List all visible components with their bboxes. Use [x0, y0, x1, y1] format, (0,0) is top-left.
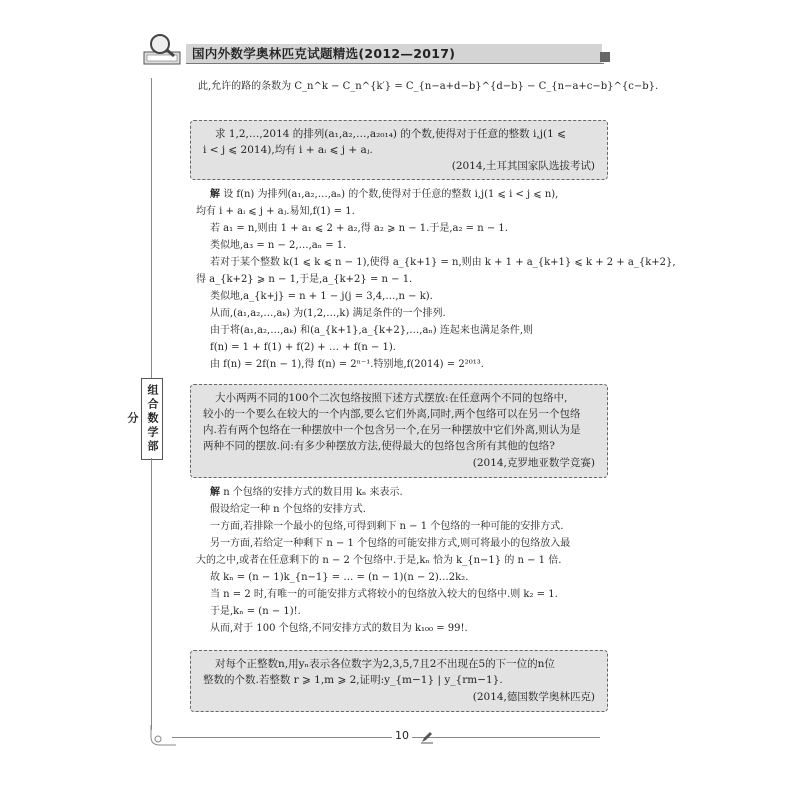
solution-line: 若对于某个整数 k(1 ⩽ k ⩽ n − 1),使得 a_{k+1} = n,则由 k + 1 + a_{k+1} ⩽ k + 2 + a_{k+2}, [210, 257, 676, 268]
pen-icon [420, 730, 434, 744]
solution-line: f(n) = 1 + f(1) + f(2) + … + f(n − 1). [210, 342, 396, 353]
corner-ornament [148, 725, 178, 749]
footer-rule [172, 737, 600, 738]
solution-line: 得 a_{k+2} ⩾ n − 1,于是,a_{k+2} = n − 1. [196, 274, 413, 285]
problem-box-2 [190, 384, 608, 478]
solution-line: 于是,kₙ = (n − 1)!. [210, 606, 301, 617]
solution-line: 假设给定一种 n 个包络的安排方式. [210, 504, 366, 515]
left-rail-lower [151, 458, 152, 730]
solution-line: 故 kₙ = (n − 1)k_{n−1} = … = (n − 1)(n − 2)…2k₂. [210, 572, 469, 583]
solution-line: 若 a₁ = n,则由 1 + a₁ ⩽ 2 + a₂,得 a₂ ⩾ n − 1.于是,a₂ = n − 1. [210, 223, 508, 234]
solution-line: 另一方面,若给定一种剩下 n − 1 个包络的可能安排方式,则可将最小的包络放入最 [210, 538, 571, 549]
header-rule [186, 63, 604, 64]
problem-line: i < j ⩽ 2014),均有 i + aᵢ ⩽ j + aⱼ. [203, 144, 373, 156]
problem-box-3 [190, 650, 608, 712]
problem-line: 大小两两不同的100个二次包络按照下述方式摆放:在任意两个不同的包络中, [215, 392, 568, 404]
problem-box-1 [190, 120, 608, 180]
solution-line: 由于将(a₁,a₂,…,aₖ) 和(a_{k+1},a_{k+2},…,aₙ) 连起来也满足条件,则 [210, 325, 534, 336]
solution-line: 从而,对于 100 个包络,不同安排方式的数目为 k₁₀₀ = 99!. [210, 623, 468, 634]
problem-source: (2014,土耳其国家队选拔考试) [451, 160, 595, 172]
solution-label: 解 [210, 189, 220, 200]
solution-line: 类似地,a₃ = n − 2,…,aₙ = 1. [210, 240, 347, 251]
problem-source: (2014,德国数学奥林匹克) [472, 691, 595, 703]
solution-line: 解 n 个包络的安排方式的数目用 kₙ 来表示. [210, 487, 403, 498]
solution-line: 一方面,若排除一个最小的包络,可得到剩下 n − 1 个包络的一种可能的安排方式. [210, 521, 564, 532]
solution-line: 大的之中,或者在任意剩下的 n − 2 个包络中.于是,kₙ 恰为 k_{n−1} 的 n − 1 倍. [196, 555, 562, 566]
solution-line: 由 f(n) = 2f(n − 1),得 f(n) = 2ⁿ⁻¹.特别地,f(2014) = 2²⁰¹³. [210, 359, 484, 370]
continuation-text: 此,允许的路的条数为 C_n^k − C_n^{k′} = C_{n−a+d−b}^{d−b} − C_{n−a+c−b}^{c−b}. [198, 81, 659, 92]
solution-line: 解 设 f(n) 为排列(a₁,a₂,…,aₙ) 的个数,使得对于任意的整数 i,j(1 ⩽ i < j ⩽ n), [210, 189, 559, 200]
left-rail [151, 78, 152, 378]
solution-line: 当 n = 2 时,有唯一的可能安排方式将较小的包络放入较大的包络中.则 k₂ = 1. [210, 589, 558, 600]
running-header: 国内外数学奥林匹克试题精选(2012—2017) [186, 44, 602, 64]
problem-line: 内.若有两个包络在一种摆放中一个包含另一个,在另一种摆放中它们外离,则认为是 [203, 424, 581, 436]
problem-line: 较小的一个要么在较大的一个内部,要么它们外离,同时,两个包络可以在另一个包络 [203, 408, 581, 420]
problem-line: 整数的个数.若整数 r ⩾ 1,m ⩾ 2,证明:y_{m−1} | y_{rm−1}. [203, 674, 503, 686]
problem-line: 对每个正整数n,用yₙ表示各位数字为2,3,5,7且2不出现在5的下一位的n位 [215, 658, 555, 670]
page-number: 10 [392, 729, 412, 742]
solution-line: 从而,(a₁,a₂,…,aₖ) 为(1,2,…,k) 满足条件的一个排列. [210, 308, 446, 319]
header-square [600, 52, 610, 62]
solution-label: 解 [210, 487, 220, 498]
problem-line: 求 1,2,…,2014 的排列(a₁,a₂,…,a₂₀₁₄) 的个数,使得对于任意的整数 i,j(1 ⩽ [215, 128, 566, 140]
solution-line: 均有 i + aᵢ ⩽ j + aⱼ.易知,f(1) = 1. [196, 206, 355, 217]
problem-source: (2014,克罗地亚数学竞赛) [472, 457, 595, 469]
solution-line: 类似地,a_{k+j} = n + 1 − j(j = 3,4,…,n − k). [210, 291, 433, 302]
problem-line: 两种不同的摆放.问:有多少种摆放方法,使得最大的包络包含所有其他的包络? [203, 440, 555, 452]
section-tab: 组合数学部分 [141, 378, 163, 460]
book-magnifier-logo [138, 30, 186, 72]
